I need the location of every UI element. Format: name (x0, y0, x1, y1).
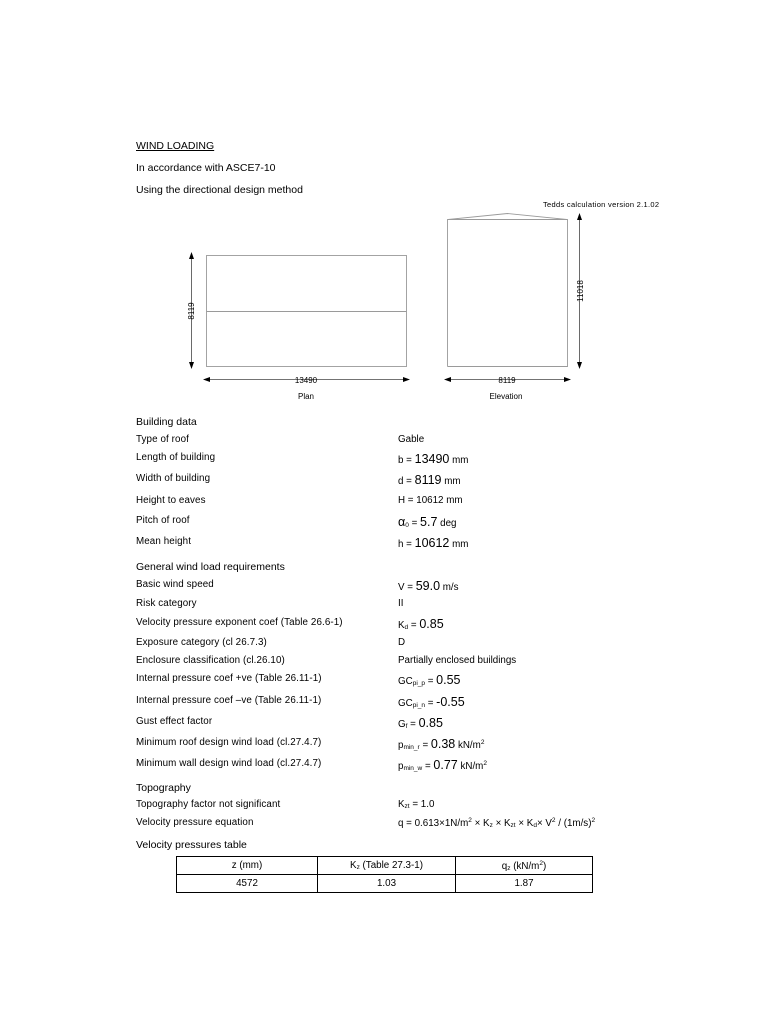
min-wall-value: $p_{min\_w} = 0.77$ $kN/m^2$ (398, 758, 487, 772)
gcpi-neg-value: $GC_{pi\_n} = -0.55$ (398, 695, 465, 709)
mean-height-label: Mean height (136, 536, 192, 547)
exposure-value: D (398, 637, 406, 648)
gcpi-pos-row (136, 673, 636, 687)
kzt-label: Topography factor not significant (136, 799, 281, 810)
length-row (136, 452, 636, 466)
kd-value: $K_d = 0.85$ (398, 617, 444, 631)
exposure-label: Exposure category (cl 26.7.3) (136, 637, 267, 648)
gcpi-pos-label: Internal pressure coef +ve (Table 26.11-1) (136, 673, 322, 684)
roof-type-row (136, 434, 636, 448)
plan-depth-arrow-bottom (189, 362, 194, 369)
length-value: b = 13490 mm (398, 452, 469, 466)
pitch-row (136, 515, 636, 529)
version-note: Tedds calculation version 2.1.02 (543, 200, 660, 209)
elev-height-arrow-top (577, 213, 582, 220)
kzt-value: $K_{zt} = 1.0$ (398, 799, 435, 810)
elevation-caption: Elevation (489, 392, 523, 401)
plan-outline (207, 256, 407, 367)
risk-label: Risk category (136, 598, 197, 609)
elev-width-arrow-right (564, 377, 571, 382)
min-roof-value: $p_{min\_r} = 0.38$ $kN/m^2$ (398, 737, 485, 751)
wind-speed-row (136, 579, 636, 593)
exposure-row (136, 637, 636, 651)
gust-row (136, 716, 636, 730)
gust-label: Gust effect factor (136, 716, 213, 727)
eaves-label: Height to eaves (136, 495, 206, 506)
kzt-row (136, 799, 636, 813)
gcpi-neg-row (136, 695, 636, 709)
risk-value: II (398, 598, 404, 609)
plan-depth-label: 8119 (187, 302, 196, 320)
pitch-label: Pitch of roof (136, 515, 190, 526)
gcpi-neg-label: Internal pressure coef –ve (Table 26.11-1) (136, 695, 322, 706)
min-roof-row (136, 737, 636, 751)
velocity-table-title: Velocity pressures table (136, 839, 247, 851)
roof-type-label: Type of roof (136, 434, 189, 445)
method-subtitle: Using the directional design method (136, 184, 303, 196)
min-roof-label: Minimum roof design wind load (cl.27.4.7) (136, 737, 322, 748)
eaves-row (136, 495, 636, 509)
standard-subtitle: In accordance with ASCE7-10 (136, 162, 276, 174)
velocity-pressures-table (176, 856, 593, 893)
page-title: WIND LOADING (136, 140, 215, 152)
plan-width-arrow-right (403, 377, 410, 382)
wind-speed-label: Basic wind speed (136, 579, 214, 590)
col-header-z: z (mm) (177, 857, 318, 875)
width-label: Width of building (136, 473, 211, 484)
gcpi-pos-value: $GC_{pi\_p} = 0.55$ (398, 673, 461, 687)
elev-height-label: 11018 (576, 280, 585, 302)
plan-depth-arrow-top (189, 252, 194, 259)
building-drawing (0, 0, 768, 420)
elev-width-arrow-left (444, 377, 451, 382)
table-header-row (177, 857, 593, 875)
plan-caption: Plan (297, 392, 315, 401)
eaves-value: H = 10612 mm (398, 495, 463, 506)
col-header-kz: $K_z$ (Table 27.3-1) (318, 857, 456, 875)
wind-speed-value: V = 59.0 m/s (398, 579, 459, 593)
building-data-title: Building data (136, 416, 197, 428)
kd-row (136, 617, 636, 631)
width-value: d = 8119 mm (398, 473, 461, 487)
equation-label: Velocity pressure equation (136, 817, 254, 828)
elev-width-label: 8119 (498, 376, 516, 385)
enclosure-row (136, 655, 636, 669)
mean-height-value: h = 10612 mm (398, 536, 469, 550)
table-row (177, 875, 593, 893)
mean-height-row (136, 536, 636, 550)
elev-height-arrow-bottom (577, 362, 582, 369)
gust-value: $G_f = 0.85$ (398, 716, 443, 730)
enclosure-value: Partially enclosed buildings (398, 655, 517, 666)
elevation-outline (448, 214, 568, 367)
min-wall-row (136, 758, 636, 772)
pitch-value: $\alpha_0 = 5.7$ deg (398, 515, 457, 529)
plan-width-label: 13490 (294, 376, 318, 385)
cell-z: 4572 (177, 875, 318, 893)
kd-label: Velocity pressure exponent coef (Table 26.6-1) (136, 617, 343, 628)
col-header-qz: $q_z$ $(kN/m^2)$ (456, 857, 593, 875)
enclosure-label: Enclosure classification (cl.26.10) (136, 655, 285, 666)
equation-row (136, 817, 636, 831)
length-label: Length of building (136, 452, 216, 463)
roof-type-value: Gable (398, 434, 425, 445)
width-row (136, 473, 636, 487)
plan-width-arrow-left (203, 377, 210, 382)
equation-value: $q = 0.613\times 1N/m^2 \times K_z \times K_{zt} \times K_d\times V^2 / (1m/s)^2$ (398, 817, 596, 829)
cell-qz: 1.87 (456, 875, 593, 893)
general-title: General wind load requirements (136, 561, 285, 573)
cell-kz: 1.03 (318, 875, 456, 893)
risk-row (136, 598, 636, 612)
min-wall-label: Minimum wall design wind load (cl.27.4.7) (136, 758, 322, 769)
topography-title: Topography (136, 782, 191, 794)
